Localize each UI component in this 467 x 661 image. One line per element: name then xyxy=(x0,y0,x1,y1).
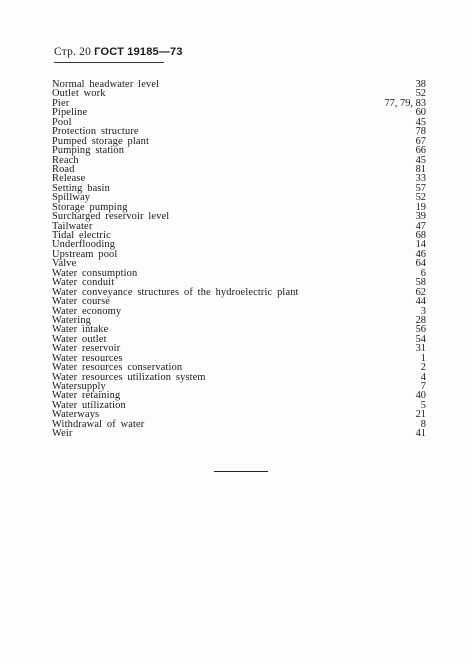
index-page-numbers: 38 xyxy=(415,79,426,90)
index-entry xyxy=(52,80,426,89)
index-term: Water resources xyxy=(52,352,123,364)
standard-designation: ГОСТ 19185—73 xyxy=(94,46,183,58)
page-number-label: Стр. 20 xyxy=(54,46,92,58)
index-term: Withdrawal of water xyxy=(52,418,145,430)
header-underline xyxy=(54,62,164,63)
index-term: Waterways xyxy=(52,409,100,421)
index-term: Water outlet xyxy=(52,333,107,345)
index-term: Pipeline xyxy=(52,107,88,119)
index-page-numbers: 66 xyxy=(415,145,426,157)
index-page-numbers: 6 xyxy=(420,267,426,279)
index-page-numbers: 31 xyxy=(415,343,426,355)
index-page-numbers: 19 xyxy=(415,201,426,213)
index-page-numbers: 57 xyxy=(415,182,426,194)
index-term: Water resources utilization system xyxy=(52,371,206,383)
index-page-numbers: 60 xyxy=(415,107,426,119)
index-page-numbers: 3 xyxy=(420,305,426,317)
index-entry xyxy=(52,156,426,165)
index-entry xyxy=(52,184,426,193)
index-entry xyxy=(52,373,426,382)
index-page-numbers: 4 xyxy=(420,371,426,383)
index-term: Water economy xyxy=(52,305,122,317)
index-term: Water intake xyxy=(52,324,109,336)
index-page-numbers: 64 xyxy=(415,258,426,270)
end-of-index-rule xyxy=(214,471,268,472)
index-page-numbers: 46 xyxy=(415,248,426,260)
index-entry xyxy=(52,212,426,221)
index-term: Surcharged reservoir level xyxy=(52,211,170,223)
index-page-numbers: 58 xyxy=(415,277,426,289)
index-page-numbers: 33 xyxy=(415,173,426,185)
index-page-numbers: 39 xyxy=(415,211,426,223)
index-page-numbers: 52 xyxy=(415,88,426,100)
index-page-numbers: 77, 79, 83 xyxy=(384,97,426,109)
index-term: Weir xyxy=(52,428,73,440)
index-entry xyxy=(52,146,426,155)
index-term: Road xyxy=(52,163,75,175)
index-term: Watersupply xyxy=(52,381,106,392)
index-entry xyxy=(52,165,426,174)
index-page-numbers: 8 xyxy=(420,418,426,430)
index-entry xyxy=(52,250,426,259)
index-term: Release xyxy=(52,173,86,185)
index-term: Tidal electric xyxy=(52,230,111,241)
index-term: Storage pumping xyxy=(52,201,128,213)
index-term: Watering xyxy=(52,314,92,326)
index-term: Water conveyance structures of the hydroelectric plant xyxy=(52,286,299,298)
index-page-numbers: 81 xyxy=(415,163,426,175)
index-term: Water reservoir xyxy=(52,343,121,355)
index-page-numbers: 2 xyxy=(420,362,426,374)
index-term: Tailwater xyxy=(52,220,93,232)
index-entry xyxy=(52,401,426,410)
index-page-numbers: 78 xyxy=(415,126,426,138)
term-index-list xyxy=(52,80,426,439)
index-page-numbers: 40 xyxy=(415,390,426,402)
index-term: Pumping station xyxy=(52,145,125,157)
index-page-numbers: 45 xyxy=(415,154,426,166)
index-term: Valve xyxy=(52,258,77,270)
index-term: Water retaining xyxy=(52,390,121,402)
index-page-numbers: 28 xyxy=(415,314,426,326)
index-page-numbers: 7 xyxy=(420,381,426,392)
index-term: Pumped storage plant xyxy=(52,135,150,147)
index-entry xyxy=(52,325,426,334)
index-term: Outlet work xyxy=(52,88,106,100)
index-page-numbers: 21 xyxy=(415,409,426,421)
index-page-numbers: 45 xyxy=(415,116,426,128)
index-page-numbers: 54 xyxy=(415,333,426,345)
index-page-numbers: 41 xyxy=(415,428,426,440)
index-term: Water conduit xyxy=(52,277,115,289)
index-page-numbers: 44 xyxy=(415,296,426,308)
index-entry xyxy=(52,420,426,429)
index-term: Normal headwater level xyxy=(52,79,160,90)
index-term: Underflooding xyxy=(52,239,116,251)
index-term: Pier xyxy=(52,97,70,109)
index-entry xyxy=(52,307,426,316)
index-page-numbers: 67 xyxy=(415,135,426,147)
index-term: Spillway xyxy=(52,192,91,204)
index-page-numbers: 62 xyxy=(415,286,426,298)
index-page-numbers: 1 xyxy=(420,352,426,364)
index-entry xyxy=(52,99,426,108)
index-term: Protection structure xyxy=(52,126,139,138)
index-entry xyxy=(52,429,426,438)
index-term: Pool xyxy=(52,116,72,128)
index-term: Reach xyxy=(52,154,79,166)
index-term: Setting basin xyxy=(52,182,110,194)
index-term: Upstream pool xyxy=(52,248,118,260)
index-term: Water consumption xyxy=(52,267,138,279)
index-entry xyxy=(52,108,426,117)
index-entry xyxy=(52,89,426,98)
index-page-numbers: 14 xyxy=(415,239,426,251)
index-entry xyxy=(52,316,426,325)
index-page-numbers: 68 xyxy=(415,230,426,241)
index-term: Water resources conservation xyxy=(52,362,183,374)
index-page-numbers: 56 xyxy=(415,324,426,336)
index-term: Water utilization xyxy=(52,399,126,411)
index-page-numbers: 52 xyxy=(415,192,426,204)
index-page-numbers: 47 xyxy=(415,220,426,232)
index-page-numbers: 5 xyxy=(420,399,426,411)
page-header xyxy=(54,46,183,58)
index-term: Water course xyxy=(52,296,111,308)
